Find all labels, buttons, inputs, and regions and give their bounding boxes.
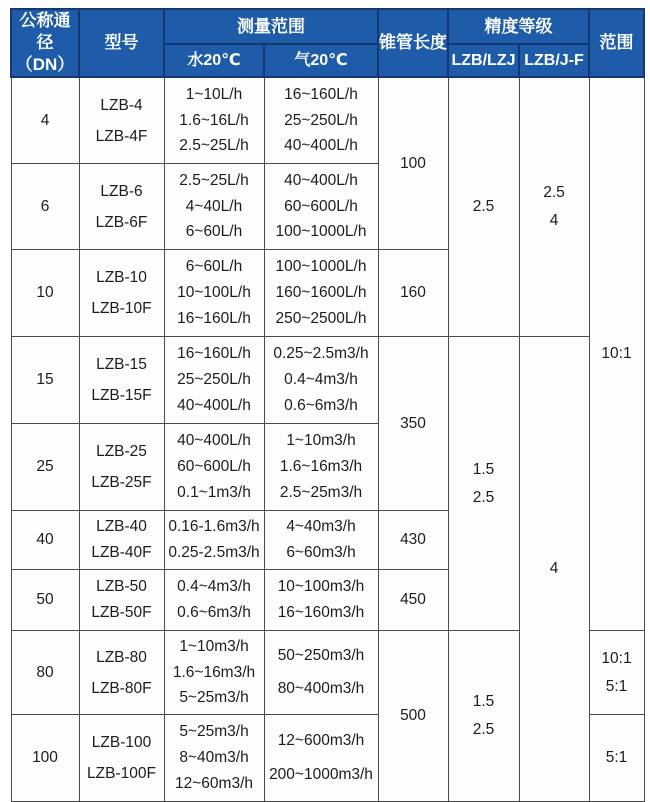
water-value: 0.1~1m3/h [177, 484, 251, 501]
cell-accuracy-lzj [448, 631, 519, 802]
cell-dn: 4 [11, 77, 79, 164]
cell-water-range [164, 715, 264, 802]
header-cell-lzb-lzj: LZB/LZJ [448, 44, 519, 77]
cell-model [79, 77, 164, 164]
cell-model [79, 250, 164, 337]
water-value: 1.6~16L/h [179, 111, 249, 129]
gas-value: 250~2500L/h [275, 310, 367, 327]
table-row-dn15 [11, 337, 644, 424]
ratio-value: 10:1 [601, 649, 632, 667]
accuracy-value: 1.5 [472, 693, 495, 710]
gas-value: 60~600L/h [284, 197, 358, 215]
cell-accuracy-jf [519, 337, 589, 802]
water-value: 25~250L/h [177, 371, 251, 388]
cell-gas-range [264, 337, 378, 424]
model-line: LZB-15 [96, 356, 147, 373]
cell-accuracy-lzj [448, 77, 519, 337]
water-value: 5~25m3/h [179, 688, 249, 706]
cell-model [79, 424, 164, 511]
water-value: 12~60m3/h [175, 775, 253, 792]
cell-ratio [589, 631, 644, 715]
water-value: 6~60L/h [185, 223, 243, 241]
header-cell-range: 测量范围 [164, 9, 378, 44]
water-value: 16~160L/h [177, 345, 251, 362]
cell-gas-range [264, 511, 378, 570]
cell-accuracy-lzj [448, 337, 519, 631]
header-cell-cone-length: 锥管长度 [378, 9, 448, 77]
cell-model [79, 164, 164, 250]
header-dn-line2: （DN） [15, 55, 75, 74]
cell-gas-range [264, 715, 378, 802]
cell-cone-length: 430 [378, 511, 448, 570]
model-line: LZB-50F [91, 604, 152, 621]
gas-value: 0.25~2.5m3/h [273, 345, 369, 362]
accuracy-value: 2.5 [472, 721, 495, 738]
gas-value: 2.5~25m3/h [279, 484, 363, 501]
cell-gas-range [264, 424, 378, 511]
accuracy-value: 2.5 [472, 198, 495, 215]
gas-value: 16~160m3/h [277, 604, 365, 621]
cell-model [79, 337, 164, 424]
header-cell-accuracy: 精度等级 [448, 9, 589, 44]
flowmeter-spec-table [10, 8, 645, 802]
cell-gas-range [264, 631, 378, 715]
model-line: LZB-40F [91, 543, 152, 561]
header-cell-ratio: 范围 [589, 9, 644, 77]
cell-dn: 80 [11, 631, 79, 715]
model-line: LZB-25F [91, 474, 152, 491]
gas-value: 0.4~4m3/h [284, 371, 358, 388]
gas-value: 1~10m3/h [286, 432, 356, 449]
cell-dn: 6 [11, 164, 79, 250]
gas-value: 4~40m3/h [286, 518, 356, 536]
model-line: LZB-15F [91, 387, 152, 404]
water-value: 0.16-1.6m3/h [168, 518, 260, 536]
cell-water-range [164, 424, 264, 511]
gas-value: 25~250L/h [284, 111, 358, 129]
accuracy-value: 4 [549, 212, 559, 229]
water-value: 5~25m3/h [179, 723, 249, 740]
model-line: LZB-80 [96, 648, 147, 666]
water-value: 40~400L/h [177, 397, 251, 414]
model-line: LZB-6F [95, 213, 148, 231]
ratio-value: 5:1 [605, 749, 628, 766]
cell-dn: 50 [11, 570, 79, 631]
model-line: LZB-10F [91, 300, 152, 317]
cell-gas-range [264, 570, 378, 631]
water-value: 1.6~16m3/h [172, 663, 256, 681]
water-value: 60~600L/h [177, 458, 251, 475]
model-line: LZB-4 [100, 96, 143, 114]
water-value: 8~40m3/h [179, 749, 249, 766]
water-value: 6~60L/h [185, 258, 243, 275]
ratio-value: 5:1 [605, 677, 628, 695]
gas-value: 6~60m3/h [286, 543, 356, 561]
cell-cone-length: 100 [378, 77, 448, 250]
table-header [11, 9, 644, 77]
model-line: LZB-40 [96, 518, 147, 536]
gas-value: 0.6~6m3/h [284, 397, 358, 414]
model-line: LZB-6 [100, 182, 143, 200]
gas-value: 100~1000L/h [275, 223, 367, 241]
cell-dn: 40 [11, 511, 79, 570]
model-line: LZB-100 [91, 734, 152, 751]
cell-ratio [589, 77, 644, 631]
gas-value: 16~160L/h [284, 85, 358, 103]
model-line: LZB-4F [95, 127, 148, 145]
header-cell-gas: 气20℃ [264, 44, 378, 77]
model-line: LZB-80F [91, 679, 152, 697]
cell-water-range [164, 250, 264, 337]
table-body [11, 77, 644, 802]
gas-value: 160~1600L/h [275, 284, 367, 301]
accuracy-value: 4 [549, 560, 559, 577]
water-value: 2.5~25L/h [179, 137, 249, 155]
model-line: LZB-10 [96, 269, 147, 286]
cell-water-range [164, 631, 264, 715]
model-line: LZB-50 [96, 578, 147, 595]
cell-model [79, 511, 164, 570]
water-value: 0.6~6m3/h [177, 604, 251, 621]
cell-gas-range [264, 250, 378, 337]
cell-water-range [164, 337, 264, 424]
header-cell-dn [11, 9, 79, 77]
water-value: 40~400L/h [177, 432, 251, 449]
gas-value: 1.6~16m3/h [279, 458, 363, 475]
header-cell-lzb-jf: LZB/J-F [519, 44, 589, 77]
gas-value: 10~100m3/h [277, 578, 365, 595]
table-row-dn4 [11, 77, 644, 164]
cell-water-range [164, 511, 264, 570]
accuracy-value: 1.5 [472, 460, 495, 478]
gas-value: 80~400m3/h [277, 680, 365, 698]
gas-value: 12~600m3/h [277, 731, 365, 749]
gas-value: 40~400L/h [284, 137, 358, 155]
cell-water-range [164, 570, 264, 631]
accuracy-value: 2.5 [472, 488, 495, 506]
cell-water-range [164, 77, 264, 164]
header-cell-water: 水20℃ [164, 44, 264, 77]
gas-value: 200~1000m3/h [269, 766, 373, 784]
cell-model [79, 715, 164, 802]
cell-cone-length: 160 [378, 250, 448, 337]
cell-cone-length: 350 [378, 337, 448, 511]
gas-value: 100~1000L/h [275, 258, 367, 275]
cell-model [79, 570, 164, 631]
cell-accuracy-jf [519, 77, 589, 337]
cell-cone-length: 450 [378, 570, 448, 631]
water-value: 0.25-2.5m3/h [168, 543, 260, 561]
header-dn-line1: 公称通径 [19, 11, 71, 52]
cell-cone-length: 500 [378, 631, 448, 802]
cell-model [79, 631, 164, 715]
gas-value: 40~400L/h [284, 171, 358, 189]
water-value: 0.4~4m3/h [177, 578, 251, 595]
cell-water-range [164, 164, 264, 250]
water-value: 2.5~25L/h [179, 171, 249, 189]
water-value: 10~100L/h [177, 284, 251, 301]
ratio-value: 10:1 [601, 345, 632, 362]
gas-value: 50~250m3/h [277, 646, 365, 664]
water-value: 16~160L/h [177, 310, 251, 327]
cell-dn: 100 [11, 715, 79, 802]
cell-dn: 15 [11, 337, 79, 424]
cell-ratio [589, 715, 644, 802]
water-value: 4~40L/h [185, 197, 243, 215]
cell-dn: 10 [11, 250, 79, 337]
cell-dn: 25 [11, 424, 79, 511]
cell-gas-range [264, 164, 378, 250]
water-value: 1~10L/h [185, 85, 243, 103]
accuracy-value: 2.5 [543, 184, 565, 201]
header-cell-model: 型号 [79, 9, 164, 77]
cell-gas-range [264, 77, 378, 164]
model-line: LZB-25 [96, 443, 147, 460]
model-line: LZB-100F [87, 765, 156, 782]
water-value: 1~10m3/h [179, 638, 249, 656]
